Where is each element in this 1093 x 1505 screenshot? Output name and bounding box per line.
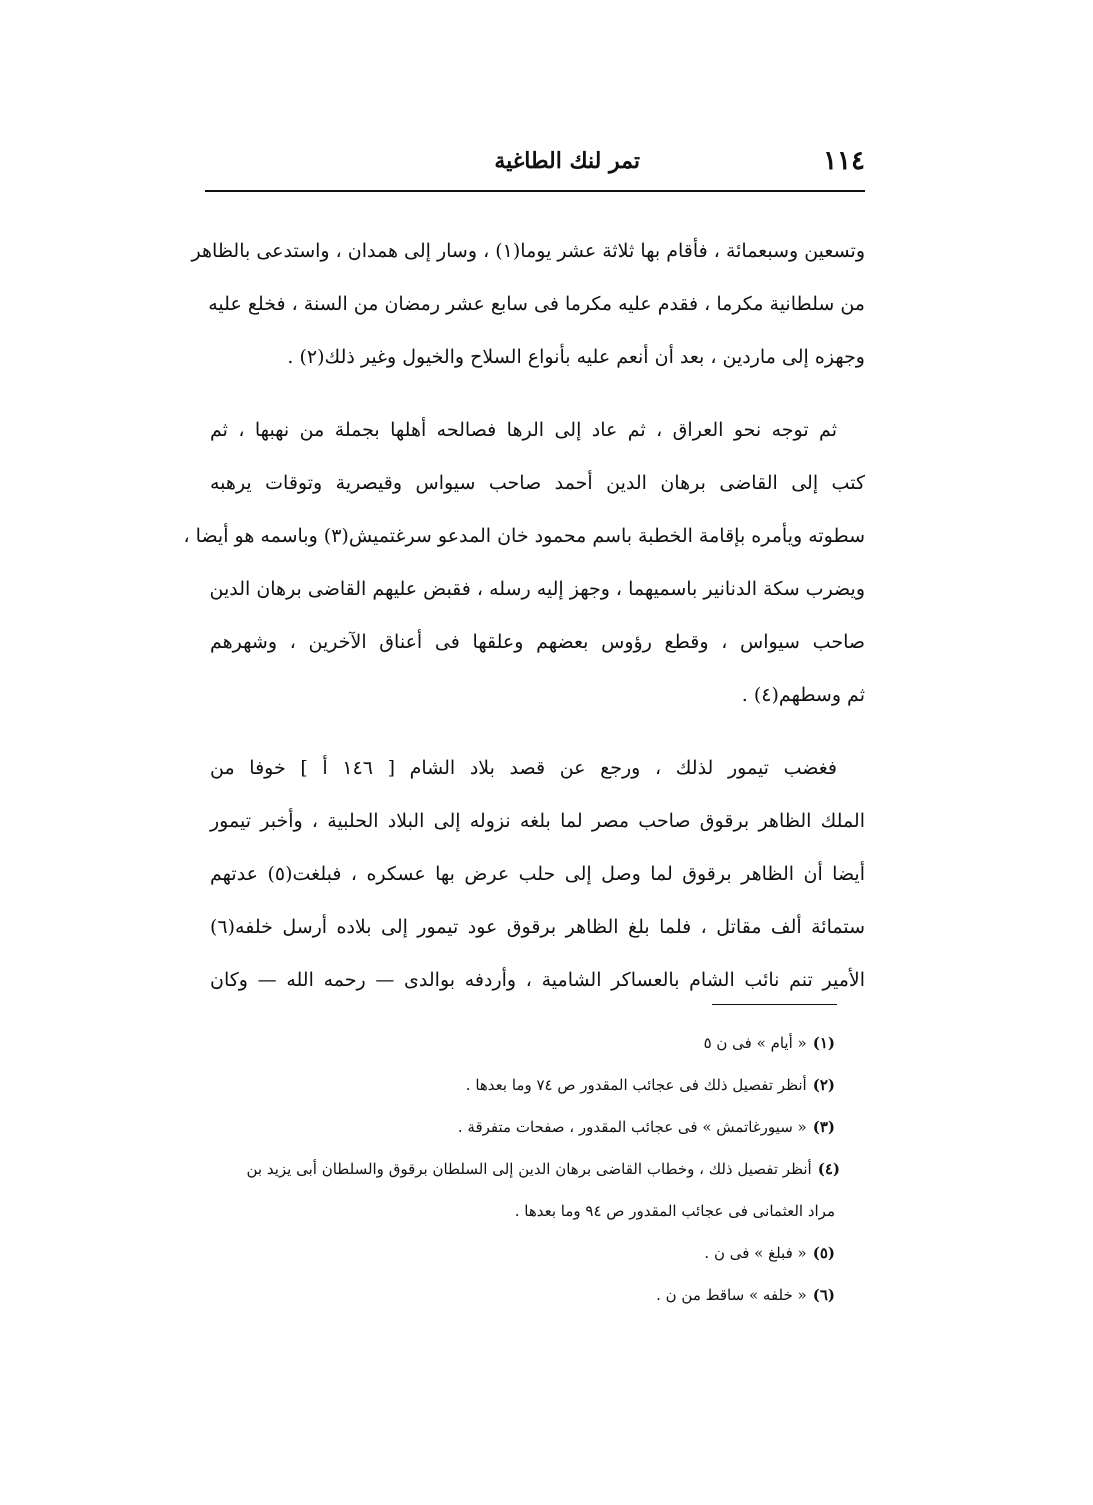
footnotes	[200, 1022, 840, 1316]
text-line: وتسعين وسبعمائة ، فأقام بها ثلاثة عشر يوما(١) ، وسار إلى همدان ، واستدعى بالظاهر	[191, 240, 865, 262]
footnote-1	[200, 1022, 835, 1064]
text-line: ويضرب سكة الدنانير باسميهما ، وجهز إليه رسله ، فقبض عليهم القاضى برهان الدين	[209, 578, 865, 600]
body-text	[183, 225, 865, 1027]
paragraph-2	[183, 404, 865, 722]
footnote-text: أنظر تفصيل ذلك ، وخطاب القاضى برهان الدين إلى السلطان برقوق والسلطان أبى يزيد بن	[246, 1160, 812, 1178]
text-line: سطوته ويأمره بإقامة الخطبة باسم محمود خان المدعو سرغتميش(٣) وباسمه هو أيضا ،	[183, 525, 865, 547]
footnote-text: « خلفه » ساقط من ن .	[656, 1286, 807, 1304]
footnote-number: (٣)	[812, 1118, 835, 1136]
footnote-text: « أيام » فى ن ٥	[703, 1034, 807, 1052]
paragraph-1	[191, 225, 865, 384]
text-line: وجهزه إلى ماردين ، بعد أن أنعم عليه بأنواع السلاح والخيول وغير ذلك(٢) .	[287, 346, 865, 368]
footnote-number: (١)	[812, 1034, 835, 1052]
footnote-2	[200, 1064, 835, 1106]
paragraph-3	[210, 742, 865, 1007]
footnote-number: (٢)	[812, 1076, 835, 1094]
footnote-6	[200, 1274, 835, 1316]
footnote-3	[200, 1106, 835, 1148]
text-line: من سلطانية مكرما ، فقدم عليه مكرما فى سابع عشر رمضان من السنة ، فخلع عليه	[208, 293, 865, 315]
footnote-4	[200, 1148, 840, 1190]
header-rule	[205, 190, 865, 192]
text-line: ثم توجه نحو العراق ، ثم عاد إلى الرها فصالحه أهلها بجملة من نهبها ، ثم	[210, 419, 837, 441]
text-line: فغضب تيمور لذلك ، ورجع عن قصد بلاد الشام [ ١٤٦ أ ] خوفا من	[210, 757, 837, 779]
footnote-number: (٤)	[817, 1160, 840, 1178]
text-line: الأمير تنم نائب الشام بالعساكر الشامية ، وأردفه بوالدى — رحمه الله — وكان	[210, 969, 865, 991]
text-line: أيضا أن الظاهر برقوق لما وصل إلى حلب عرض بها عسكره ، فبلغت(٥) عدتهم	[210, 863, 865, 885]
footnote-text: « سيورغاتمش » فى عجائب المقدور ، صفحات متفرقة .	[457, 1118, 807, 1136]
footnote-4-continuation: مراد العثمانى فى عجائب المقدور ص ٩٤ وما بعدها .	[514, 1202, 835, 1220]
footnote-rule	[712, 1004, 837, 1005]
text-line: الملك الظاهر برقوق صاحب مصر لما بلغه نزوله إلى البلاد الحلبية ، وأخبر تيمور	[210, 810, 865, 832]
footnote-5	[200, 1232, 835, 1274]
footnote-number: (٦)	[812, 1286, 835, 1304]
page-header	[205, 140, 865, 188]
text-line: ستمائة ألف مقاتل ، فلما بلغ الظاهر برقوق عود تيمور إلى بلاده أرسل خلفه(٦)	[210, 916, 865, 938]
text-line: ثم وسطهم(٤) .	[741, 684, 865, 706]
footnote-text: « فبلغ » فى ن .	[704, 1244, 807, 1262]
page-number: ١١٤	[823, 146, 865, 176]
text-line: كتب إلى القاضى برهان الدين أحمد صاحب سيواس وقيصرية وتوقات يرهبه	[210, 472, 865, 494]
running-title: تمر لنك الطاغية	[494, 148, 640, 174]
text-line: صاحب سيواس ، وقطع رؤوس بعضهم وعلقها فى أعناق الآخرين ، وشهرهم	[210, 631, 865, 653]
footnote-text: أنظر تفصيل ذلك فى عجائب المقدور ص ٧٤ وما بعدها .	[465, 1076, 807, 1094]
footnote-number: (٥)	[812, 1244, 835, 1262]
